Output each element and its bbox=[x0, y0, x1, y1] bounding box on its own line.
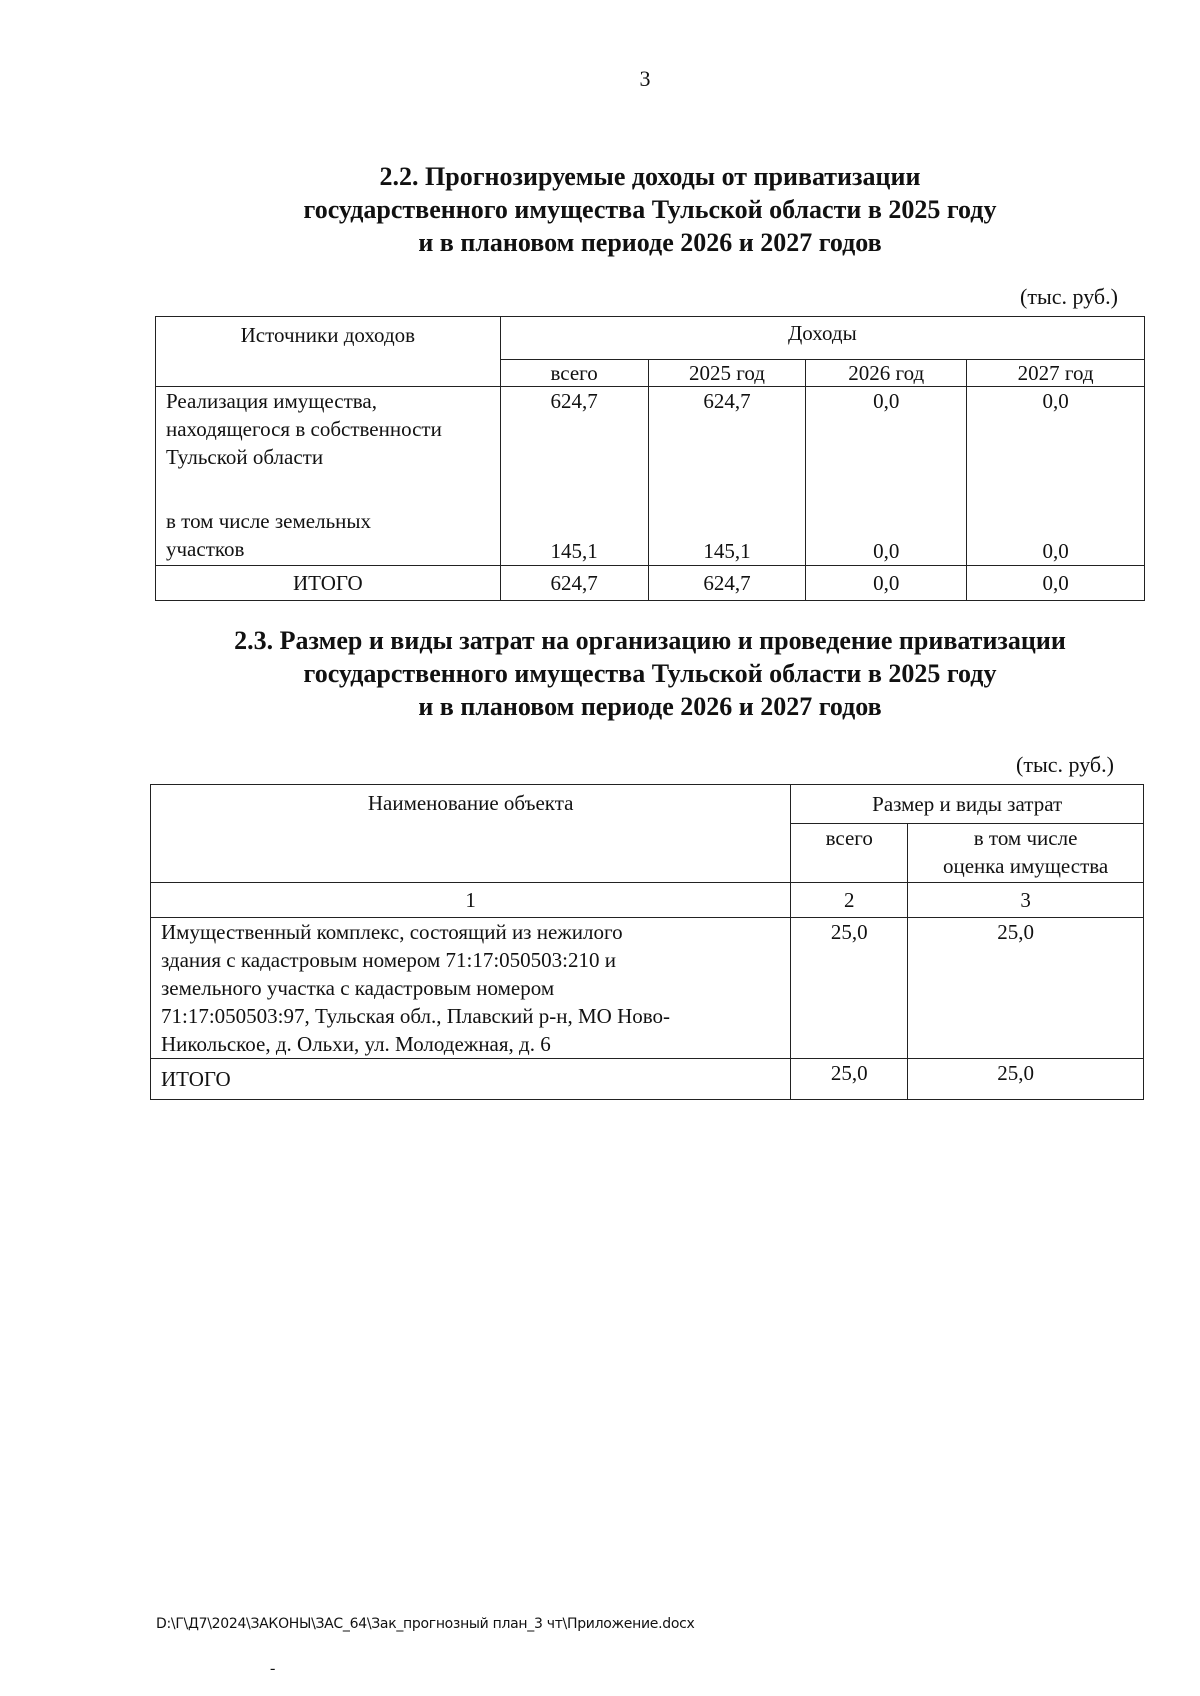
income-value-total bbox=[500, 387, 648, 566]
income-row-name-line: находящегося в собственности bbox=[166, 417, 442, 441]
cost-header-cost: Размер и виды затрат bbox=[791, 785, 1144, 824]
cost-total-valuation: 25,0 bbox=[908, 1059, 1144, 1100]
cost-header-name: Наименование объекта bbox=[151, 785, 791, 883]
income-table bbox=[155, 316, 1145, 601]
income-header-income: Доходы bbox=[500, 317, 1144, 360]
cost-object-line: здания с кадастровым номером 71:17:050503:210 и bbox=[161, 948, 616, 972]
page-number: 3 bbox=[639, 66, 651, 91]
cost-subheader-valuation bbox=[908, 824, 1144, 883]
income-value: 624,7 bbox=[703, 389, 751, 413]
income-value: 0,0 bbox=[1042, 539, 1069, 563]
income-total-value: 0,0 bbox=[806, 566, 967, 601]
section-2-3-title-line-1: 2.3. Размер и виды затрат на организацию и проведение приватизации bbox=[234, 626, 1066, 655]
cost-total-value: 25,0 bbox=[791, 1059, 908, 1100]
table-row bbox=[156, 387, 1145, 566]
section-2-3-title-line-2: государственного имущества Тульской области в 2025 году bbox=[303, 659, 997, 688]
income-subheader-2027: 2027 год bbox=[967, 360, 1145, 387]
income-total-value: 0,0 bbox=[967, 566, 1145, 601]
income-subrow-name-line: участков bbox=[166, 537, 245, 561]
cost-subheader-valuation-line: в том числе bbox=[973, 826, 1078, 850]
income-value: 0,0 bbox=[873, 389, 900, 413]
section-2-2-title bbox=[140, 160, 1160, 259]
income-subrow-name-line: в том числе земельных bbox=[166, 509, 372, 533]
table-row-total bbox=[151, 1059, 1144, 1100]
cost-object-line: Никольское, д. Ольхи, ул. Молодежная, д. 6 bbox=[161, 1032, 551, 1056]
income-value: 624,7 bbox=[550, 389, 598, 413]
section-2-3-title bbox=[140, 624, 1160, 723]
cost-object-line: 71:17:050503:97, Тульская обл., Плавский р-н, МО Ново- bbox=[161, 1004, 671, 1028]
table-row bbox=[151, 918, 1144, 1059]
cost-object-total: 25,0 bbox=[791, 918, 908, 1059]
cost-table bbox=[150, 784, 1144, 1100]
table-row-total bbox=[156, 566, 1145, 601]
income-value: 145,1 bbox=[703, 539, 751, 563]
income-value: 145,1 bbox=[550, 539, 598, 563]
income-value: 0,0 bbox=[873, 539, 900, 563]
income-total-value: 624,7 bbox=[500, 566, 648, 601]
income-total-value: 624,7 bbox=[648, 566, 806, 601]
income-value-2025 bbox=[648, 387, 806, 566]
income-subheader-2025: 2025 год bbox=[648, 360, 806, 387]
cost-subheader-valuation-line: оценка имущества bbox=[942, 854, 1109, 878]
footer-mark: - bbox=[270, 1660, 276, 1677]
income-value-2026 bbox=[806, 387, 967, 566]
section-2-3-unit: (тыс. руб.) bbox=[1016, 752, 1114, 777]
section-2-2-unit: (тыс. руб.) bbox=[1020, 284, 1118, 309]
cost-subheader-total: всего bbox=[791, 824, 908, 883]
section-2-2-title-line-3: и в плановом периоде 2026 и 2027 годов bbox=[418, 228, 882, 257]
cost-object-name bbox=[151, 918, 791, 1059]
income-row-name-line: Тульской области bbox=[166, 445, 324, 469]
cost-object-line: земельного участка с кадастровым номером bbox=[161, 976, 555, 1000]
income-subheader-2026: 2026 год bbox=[806, 360, 967, 387]
column-number: 1 bbox=[151, 883, 791, 918]
income-total-label: ИТОГО bbox=[156, 566, 501, 601]
income-row-name-line: Реализация имущества, bbox=[166, 389, 377, 413]
income-header-source: Источники доходов bbox=[156, 317, 501, 387]
income-value: 0,0 bbox=[1042, 389, 1069, 413]
cost-total-label: ИТОГО bbox=[151, 1059, 791, 1100]
column-number: 3 bbox=[908, 883, 1144, 918]
section-2-3-title-line-3: и в плановом периоде 2026 и 2027 годов bbox=[418, 692, 882, 721]
footer-file-path: D:\Г\Д7\2024\ЗАКОНЫ\ЗАС_64\Зак_прогнозный план_3 чт\Приложение.docx bbox=[156, 1616, 695, 1632]
cost-object-line: Имущественный комплекс, состоящий из нежилого bbox=[161, 920, 623, 944]
section-2-2-title-line-2: государственного имущества Тульской области в 2025 году bbox=[303, 195, 997, 224]
column-number: 2 bbox=[791, 883, 908, 918]
cost-object-valuation: 25,0 bbox=[908, 918, 1144, 1059]
income-row-name bbox=[156, 387, 501, 566]
section-2-2-title-line-1: 2.2. Прогнозируемые доходы от приватизации bbox=[379, 162, 921, 191]
income-subheader-total: всего bbox=[500, 360, 648, 387]
income-value-2027 bbox=[967, 387, 1145, 566]
